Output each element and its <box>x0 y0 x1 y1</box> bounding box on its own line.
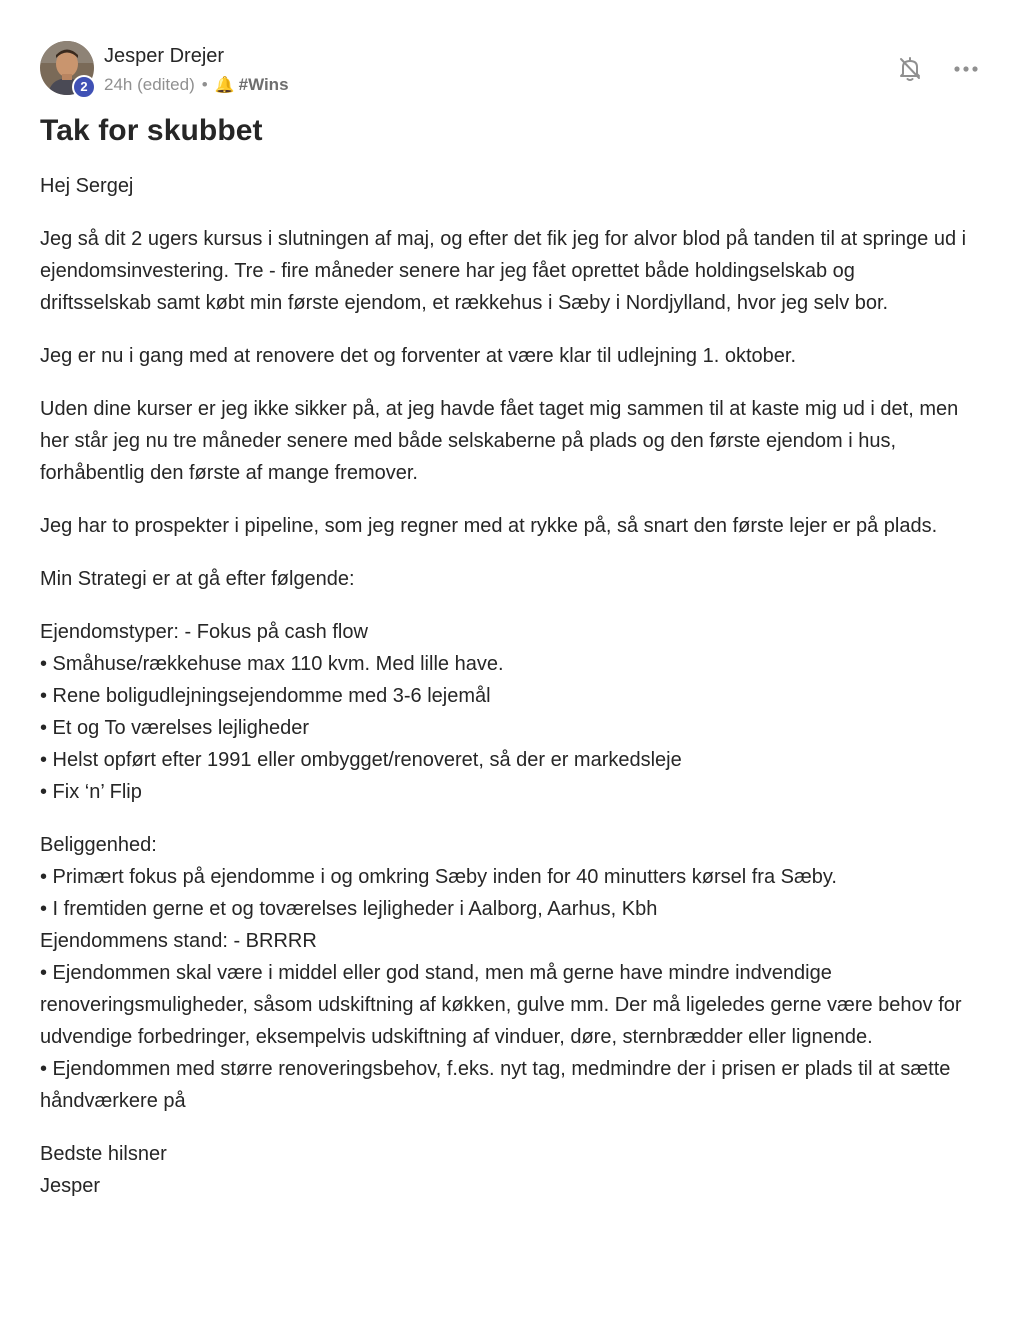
signoff-name: Jesper <box>40 1175 101 1197</box>
list-item: • Småhuse/rækkehuse max 110 kvm. Med lille have. <box>40 653 504 675</box>
list-item: • Rene boligudlejningsejendomme med 3-6 lejemål <box>40 685 491 707</box>
paragraph: Jeg har to prospekter i pipeline, som jeg regner med at rykke på, så snart den første lejer er på plads. <box>40 515 938 537</box>
meta-separator: • <box>201 75 208 94</box>
paragraph: Jeg er nu i gang med at renovere det og forventer at være klar til udlejning 1. oktober. <box>40 345 796 367</box>
location-heading: Beliggenhed: <box>40 834 157 856</box>
list-item: • Fix ‘n’ Flip <box>40 781 142 803</box>
list-item: • Ejendommen skal være i middel eller god stand, men må gerne have mindre indvendige renoveringsmuligheder, såsom udskiftning af køkken, gulve mm. Der må ligeledes gerne være behov for udvendige forbedringer, eksempelvis udskiftning af vinduer, døre, sternbrædder eller lignende. <box>40 962 962 1048</box>
location-section <box>40 829 970 1117</box>
post-title: Tak for skubbet <box>40 114 263 147</box>
paragraph: Min Strategi er at gå efter følgende: <box>40 568 355 590</box>
paragraph: Uden dine kurser er jeg ikke sikker på, at jeg havde fået taget mig sammen til at kaste mig ud i det, men her står jeg nu tre måneder senere med både selskaberne på plads og den første ejendom i hus, forhåbentlig den første af mange fremover. <box>40 398 959 484</box>
post-time: 24h (edited) <box>104 75 195 94</box>
signoff <box>40 1138 970 1202</box>
paragraph: Jeg så dit 2 ugers kursus i slutningen af maj, og efter det fik jeg for alvor blod på tanden til at springe ud i ejendomsinvestering. Tre - fire måneder senere har jeg fået oprettet både holdingselskab og driftsselskab samt købt min første ejendom, et rækkehus i Sæby i Nordjylland, hvor jeg selv bor. <box>40 228 967 314</box>
list-item: • Et og To værelses lejligheder <box>40 717 309 739</box>
post-body <box>40 170 970 1223</box>
post-actions <box>896 55 980 83</box>
list-item: • I fremtiden gerne et og toværelses lejligheder i Aalborg, Aarhus, Kbh <box>40 898 658 920</box>
greeting: Hej Sergej <box>40 175 134 197</box>
more-horizontal-icon[interactable] <box>952 55 980 83</box>
list-item: • Primært fokus på ejendomme i og omkring Sæby inden for 40 minutters kørsel fra Sæby. <box>40 866 837 888</box>
post-header <box>40 41 980 97</box>
category-link[interactable]: #Wins <box>238 75 289 94</box>
category-bell-icon: 🔔 <box>214 77 235 94</box>
signoff-closing: Bedste hilsner <box>40 1143 167 1165</box>
bell-off-icon[interactable] <box>896 55 924 83</box>
level-badge: 2 <box>72 75 96 99</box>
author-name[interactable]: Jesper Drejer <box>104 45 225 67</box>
property-types-heading: Ejendomstyper: - Fokus på cash flow <box>40 621 368 643</box>
list-item: • Helst opført efter 1991 eller ombygget/renoveret, så der er markedsleje <box>40 749 682 771</box>
list-item: • Ejendommen med større renoveringsbehov, f.eks. nyt tag, medmindre der i prisen er plads til at sætte håndværkere på <box>40 1058 951 1112</box>
property-types-section <box>40 616 970 808</box>
post-meta <box>104 75 289 95</box>
condition-heading: Ejendommens stand: - BRRRR <box>40 930 317 952</box>
